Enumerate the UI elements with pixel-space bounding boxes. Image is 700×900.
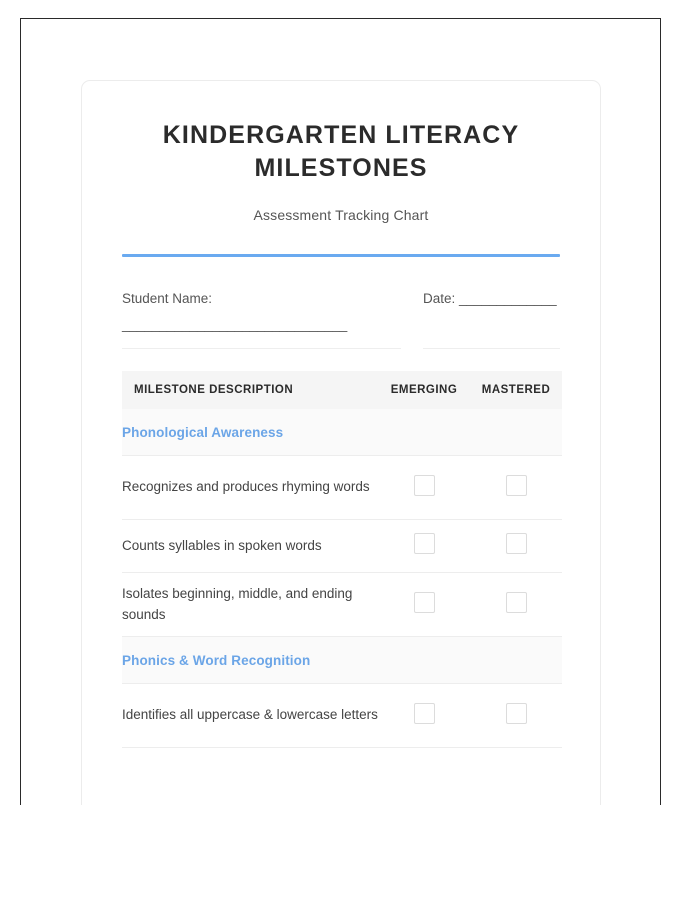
milestone-description: Isolates beginning, middle, and ending sounds: [122, 573, 378, 637]
checkbox-mastered[interactable]: [506, 533, 527, 554]
milestone-description: Identifies all uppercase & lowercase letters: [122, 684, 378, 748]
table-row: [122, 684, 562, 748]
column-header-description: MILESTONE DESCRIPTION: [122, 371, 378, 409]
student-name-field[interactable]: [122, 286, 401, 350]
date-label: Date:: [423, 290, 456, 306]
table-body: [122, 409, 562, 748]
checkbox-emerging[interactable]: [414, 475, 435, 496]
page-subtitle: Assessment Tracking Chart: [253, 206, 429, 223]
date-value: _____________: [459, 290, 557, 306]
milestone-table: [122, 371, 562, 748]
table-row: [122, 520, 562, 573]
accent-divider: [122, 254, 560, 257]
checkbox-cell-emerging: [378, 684, 470, 748]
section-header-row: [122, 409, 562, 456]
checkbox-emerging[interactable]: [414, 533, 435, 554]
checkbox-cell-emerging: [378, 573, 470, 637]
milestone-description: Recognizes and produces rhyming words: [122, 456, 378, 520]
document-viewport: [21, 19, 660, 805]
table-header-row: [122, 371, 562, 409]
checkbox-cell-mastered: [470, 684, 562, 748]
checkbox-cell-mastered: [470, 520, 562, 573]
date-field[interactable]: [423, 286, 560, 350]
section-header-row: [122, 637, 562, 684]
checkbox-mastered[interactable]: [506, 703, 527, 724]
checkbox-cell-mastered: [470, 573, 562, 637]
checkbox-emerging[interactable]: [414, 703, 435, 724]
column-header-mastered: MASTERED: [470, 371, 562, 409]
section-header-label: Phonological Awareness: [122, 409, 562, 456]
student-name-label: Student Name:: [122, 290, 213, 306]
table-row: [122, 456, 562, 520]
page-title: KINDERGARTEN LITERACY MILESTONES: [162, 121, 520, 183]
checkbox-cell-emerging: [378, 456, 470, 520]
checkbox-cell-mastered: [470, 456, 562, 520]
checkbox-cell-emerging: [378, 520, 470, 573]
student-name-value: ______________________________: [122, 316, 348, 332]
document-card: [81, 80, 601, 805]
table-row: [122, 573, 562, 637]
checkbox-mastered[interactable]: [506, 475, 527, 496]
student-info-row: [122, 286, 560, 350]
section-header-label: Phonics & Word Recognition: [122, 637, 562, 684]
milestone-description: Counts syllables in spoken words: [122, 520, 378, 573]
checkbox-emerging[interactable]: [414, 592, 435, 613]
column-header-emerging: EMERGING: [378, 371, 470, 409]
checkbox-mastered[interactable]: [506, 592, 527, 613]
